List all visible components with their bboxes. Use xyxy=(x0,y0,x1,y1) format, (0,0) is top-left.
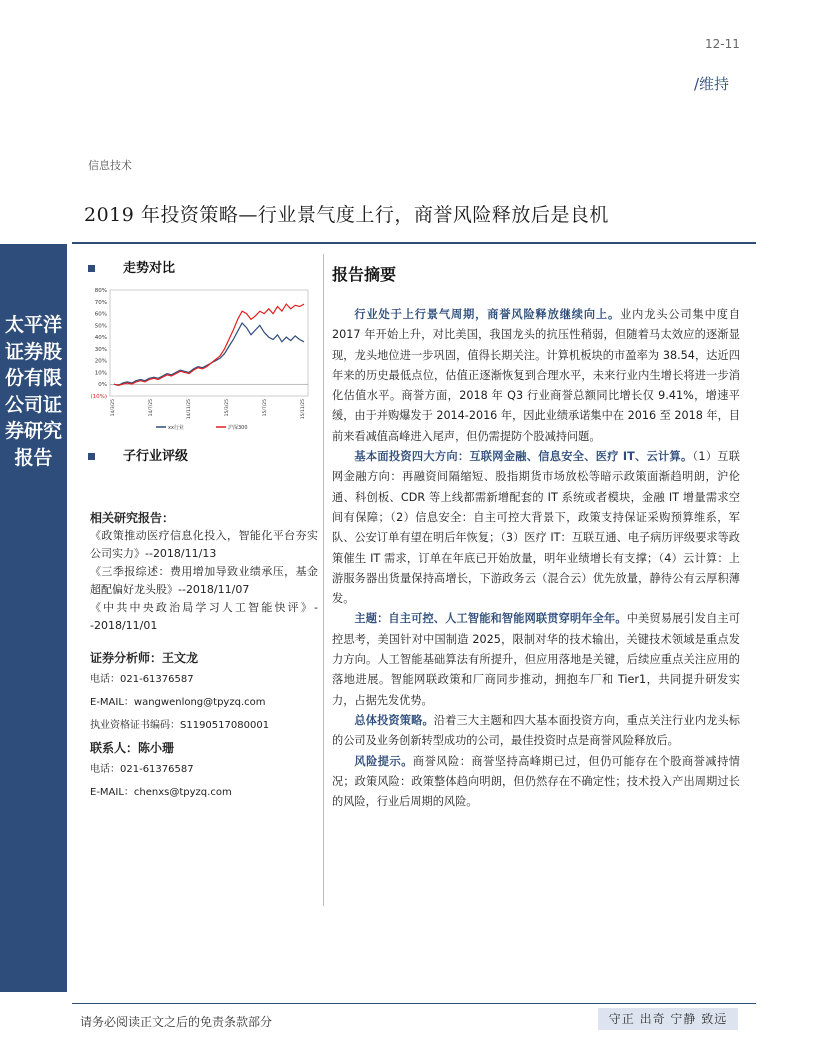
related-report-item[interactable]: 《中共中央政治局学习人工智能快评》--2018/11/01 xyxy=(90,601,318,632)
x-tick-label: 14/7/25 xyxy=(149,399,154,417)
related-report-item[interactable]: 《政策推动医疗信息化投入，智能化平台夯实公司实力》--2018/11/13 xyxy=(90,529,318,560)
paragraph-lead: 主题：自主可控、人工智能和智能网联贯穿明年全年。 xyxy=(354,612,627,626)
legend-label: 沪深300 xyxy=(228,425,248,431)
x-tick-label: 14/3/25 xyxy=(111,399,116,417)
paragraph-lead: 行业处于上行景气周期，商誉风险释放继续向上。 xyxy=(354,308,621,321)
analyst-email[interactable]: E-MAIL：wangwenlong@tpyzq.com xyxy=(90,697,266,708)
contact-phone: 电话：021-61376587 xyxy=(90,764,194,775)
chart-legend xyxy=(156,424,248,431)
y-tick-label: 70% xyxy=(94,299,107,306)
summary-body xyxy=(332,305,740,812)
disclaimer-text: 请务必阅读正文之后的免责条款部分 xyxy=(80,1015,273,1029)
y-tick-label: 10% xyxy=(94,370,107,377)
summary-paragraph xyxy=(332,609,740,710)
left-info-column xyxy=(90,509,318,802)
y-tick-label: 50% xyxy=(94,323,107,330)
y-tick-label: 40% xyxy=(94,335,107,342)
paragraph-lead: 总体投资策略。 xyxy=(354,713,434,727)
paragraph-text: 中美贸易展引发自主可控思考，美国针对中国制造 2025，限制对华的技术输出，关键技术领域是重点发力方向。人工智能基础算法有所提升，但应用落地是关键，后续应重点关注应用的落地进展。智能网联政策和厂商同步推动，拥抱车厂和 Tier1，共同提升研发实力，占据先发优势。 xyxy=(332,612,740,707)
x-tick-label: 15/7/25 xyxy=(263,399,268,417)
contact-email[interactable]: E-MAIL：chenxs@tpyzq.com xyxy=(90,787,232,798)
x-tick-label: 15/3/25 xyxy=(225,399,230,417)
y-tick-label: 80% xyxy=(94,288,107,294)
paragraph-lead: 风险提示。 xyxy=(354,754,413,768)
summary-paragraph xyxy=(332,752,740,813)
trend-section-heading xyxy=(88,257,175,276)
x-tick-labels xyxy=(110,399,306,419)
summary-heading: 报告摘要 xyxy=(332,265,397,284)
paragraph-text: 商誉风险：商誉坚持高峰期已过，但仍可能存在个股商誉减持情况；政策风险：政策整体趋向明朗，但仍然存在不确定性；技术投入产出周期过长的风险，行业后周期的风险。 xyxy=(332,754,740,809)
analyst-certificate: 执业资格证书编码：S1190517080001 xyxy=(90,720,270,731)
analyst-name: 证券分析师：王文龙 xyxy=(90,651,199,665)
report-date: 12-11 xyxy=(705,37,740,51)
sub-industry-title: 子行业评级 xyxy=(123,449,189,464)
y-tick-label: (10%) xyxy=(90,394,107,400)
footer-divider xyxy=(72,1003,756,1004)
y-tick-label: 20% xyxy=(94,358,107,365)
x-tick-label: 14/11/25 xyxy=(187,399,192,420)
x-tick-label: 15/11/25 xyxy=(301,399,306,420)
report-title: 2019 年投资策略—行业景气度上行，商誉风险释放后是良机 xyxy=(84,204,609,226)
y-tick-label: 30% xyxy=(94,346,107,353)
related-report-item[interactable]: 《三季报综述：费用增加导致业绩承压，基金超配偏好龙头股》--2018/11/07 xyxy=(90,565,318,596)
analyst-phone: 电话：021-61376587 xyxy=(90,674,194,685)
contact-name: 联系人：陈小珊 xyxy=(90,741,175,755)
square-bullet-icon xyxy=(88,265,95,272)
y-tick-label: 0% xyxy=(98,382,107,389)
paragraph-text: 沿着三大主题和四大基本面投资方向，重点关注行业内龙头标的公司及业务创新转型成功的公司，最佳投资时点是商誉风险释放后。 xyxy=(332,713,740,748)
trend-title: 走势对比 xyxy=(123,261,176,276)
legend-label: xx行业 xyxy=(168,425,184,431)
sector-label: 信息技术 xyxy=(88,159,132,172)
summary-paragraph xyxy=(332,711,740,752)
summary-paragraph xyxy=(332,447,740,609)
y-tick-labels xyxy=(90,288,107,400)
related-reports-title: 相关研究报告： xyxy=(90,511,175,525)
chart-series xyxy=(114,304,304,385)
rating-label: /维持 xyxy=(694,75,730,93)
summary-paragraph xyxy=(332,305,740,447)
sidebar-company-text: 太平洋证券股份有限公司证券研究报告 xyxy=(4,314,62,469)
title-divider xyxy=(72,242,756,244)
paragraph-text: 业内龙头公司集中度自 2017 年开始上升，对比美国，我国龙头的抗压性稍弱，但随着马太效应的逐渐显现，龙头地位进一步巩固，值得长期关注。计算机板块的市盈率为 38.54，达近四年来的历史最低点位，估值正逐渐恢复到合理水平，未来行业内生增长将进一步消化估值水平。商誉方面，2018 年 Q3 行业商誉总额同比增长仅 9.41%，增速平缓，由于并购爆发于 2014-2016 年，因此业绩承诺集中在 2016 至 2018 年，目前来看减值高峰进入尾声，但仍需提防个股减持问题。 xyxy=(332,308,740,443)
column-divider xyxy=(323,254,324,906)
trend-chart xyxy=(84,284,314,432)
square-bullet-icon xyxy=(88,453,95,460)
sidebar-band xyxy=(0,244,67,992)
series-line-0 xyxy=(114,323,304,385)
paragraph-text: （1）互联网金融方向：再融资间隔缩短、股指期货市场放松等暗示政策面渐趋明朗，沪伦通、科创板、CDR 等上线都需新增配套的 IT 系统或者模块，金融 IT 增量需求空间有保障；（2）信息安全：自主可控大背景下，政策支持保证采购预算维系，军队、公安订单有望在明后年恢复；（3）医疗 IT：互联互通、电子病历评级要求等政策催生 IT 需求，订单在年底已开始放量，明年业绩增长有支撑；（4）云计算：上游服务器出货量保持高增长，下游政务云（混合云）优先放量，静待公有云厚积薄发。 xyxy=(332,450,740,606)
y-tick-label: 60% xyxy=(94,311,107,318)
company-motto: 守正 出奇 宁静 致远 xyxy=(598,1008,738,1030)
sub-industry-section-heading xyxy=(88,445,188,464)
paragraph-lead: 基本面投资四大方向：互联网金融、信息安全、医疗 IT、云计算。 xyxy=(354,450,693,464)
series-line-1 xyxy=(114,304,304,385)
